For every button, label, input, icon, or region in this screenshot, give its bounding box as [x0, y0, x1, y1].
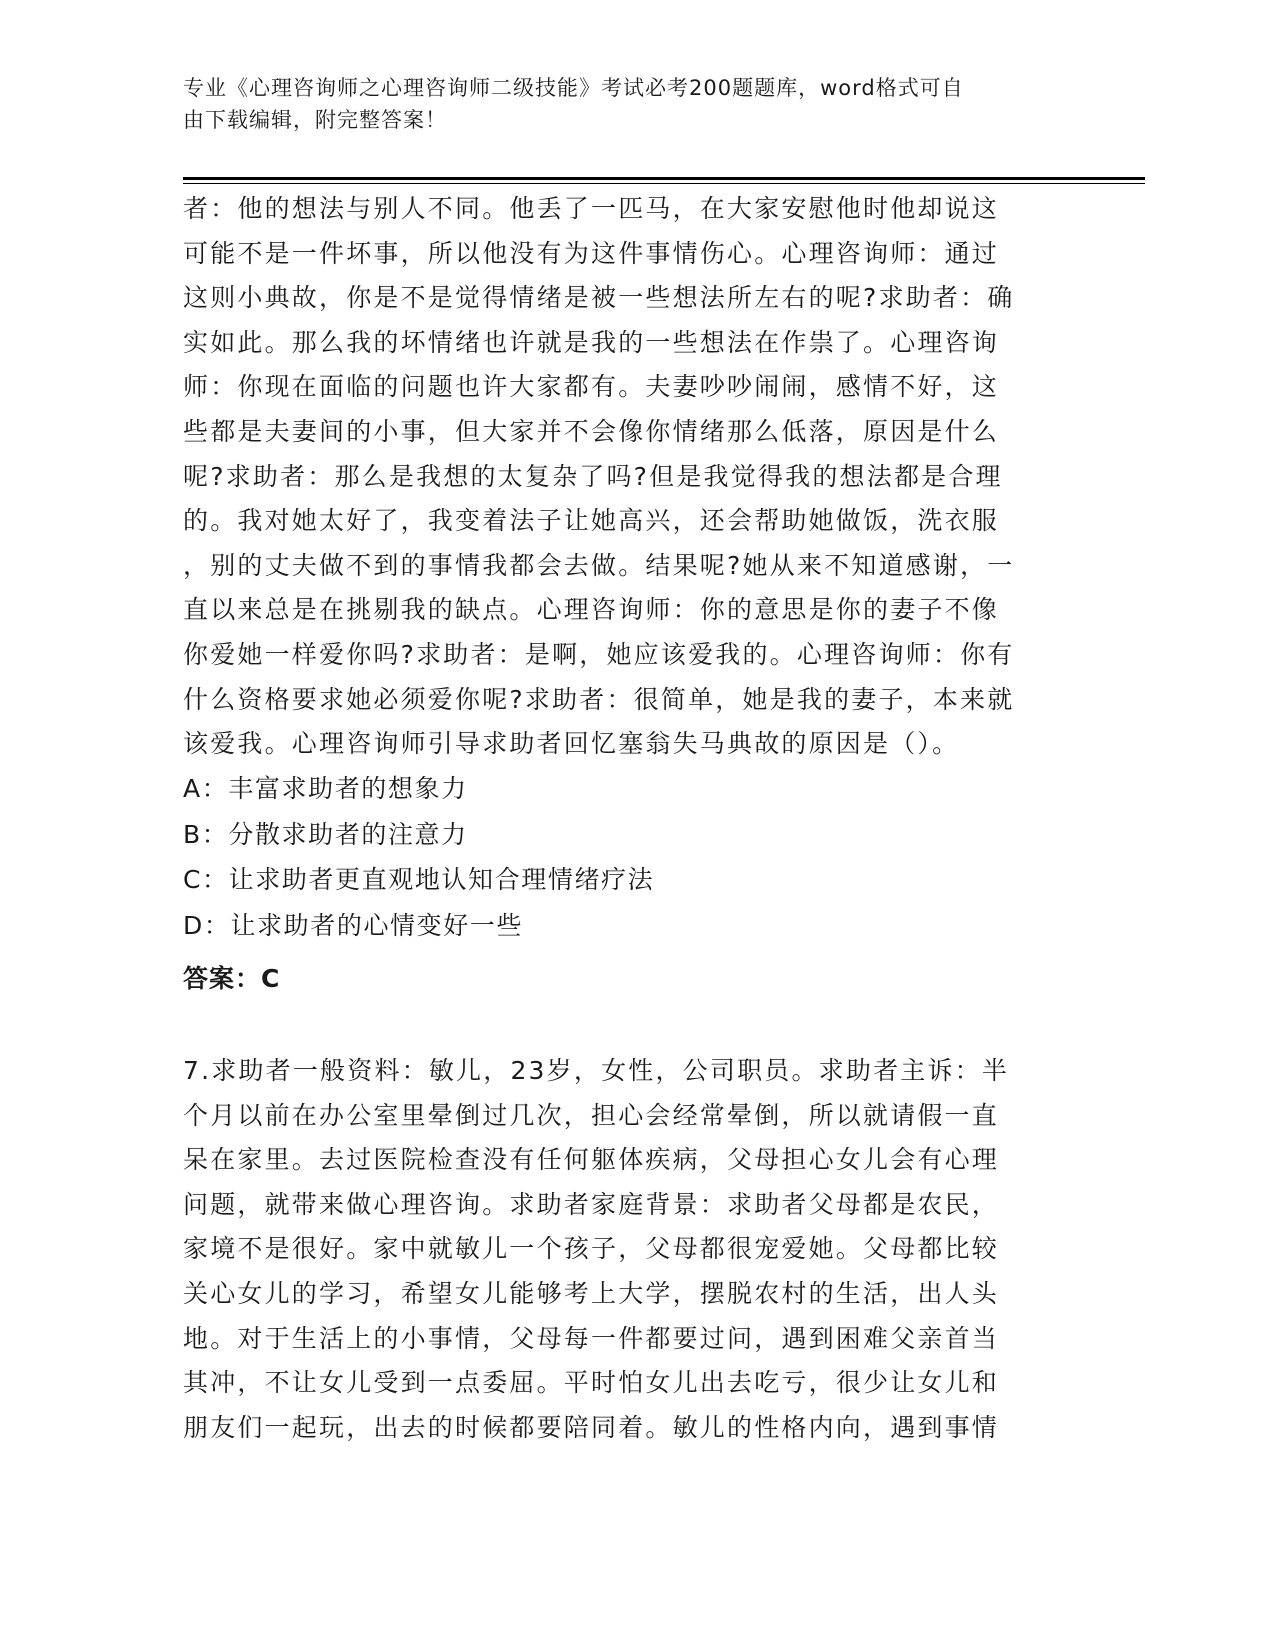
option-d: D：让求助者的心情变好一些: [183, 910, 524, 940]
text-line: 师：你现在面临的问题也许大家都有。夫妻吵吵闹闹，感情不好，这: [183, 372, 1000, 402]
option-b: B：分散求助者的注意力: [183, 819, 468, 849]
text-line: 可能不是一件坏事，所以他没有为这件事情伤心。心理咨询师：通过: [183, 238, 1000, 268]
question-7-stem: [183, 1049, 1063, 1450]
text-line: 实如此。那么我的坏情绪也许就是我的一些想法在作祟了。心理咨询: [183, 327, 1000, 357]
text-line: 什么资格要求她必须爱你呢?求助者：很简单，她是我的妻子，本来就: [183, 684, 1015, 714]
header-divider-thick: [183, 177, 1145, 180]
text-line: 其冲，不让女儿受到一点委屈。平时怕女儿出去吃亏，很少让女儿和: [183, 1368, 1000, 1398]
text-line: 7.求助者一般资料：敏儿，23岁，女性，公司职员。求助者主诉：半: [183, 1056, 1010, 1085]
question-6-answer: 答案：C: [183, 964, 281, 993]
header-title-line-1: 专业《心理咨询师之心理咨询师二级技能》考试必考200题题库，word格式可自: [183, 76, 964, 100]
question-6-options: [183, 766, 1063, 948]
text-line: ，别的丈夫做不到的事情我都会去做。结果呢?她从来不知道感谢，一: [183, 550, 1015, 580]
header-title-line-2: 由下载编辑，附完整答案！: [183, 108, 447, 132]
text-line: 朋友们一起玩，出去的时候都要陪同着。敏儿的性格内向，遇到事情: [183, 1412, 1000, 1442]
text-line: 该爱我。心理咨询师引导求助者回忆塞翁失马典故的原因是（）。: [183, 729, 960, 759]
text-line: 直以来总是在挑剔我的缺点。心理咨询师：你的意思是你的妻子不像: [183, 595, 1000, 625]
option-a: A：丰富求助者的想象力: [183, 774, 468, 803]
header-divider-thin: [183, 183, 1145, 184]
text-line: 的。我对她太好了，我变着法子让她高兴，还会帮助她做饭，洗衣服: [183, 506, 1000, 536]
text-line: 地。对于生活上的小事情，父母每一件都要过问，遇到困难父亲首当: [183, 1323, 1000, 1353]
text-line: 你爱她一样爱你吗?求助者：是啊，她应该爱我的。心理咨询师：你有: [183, 639, 1015, 669]
text-line: 呢?求助者：那么是我想的太复杂了吗?但是我觉得我的想法都是合理: [183, 461, 1003, 491]
text-line: 些都是夫妻间的小事，但大家并不会像你情绪那么低落，原因是什么: [183, 416, 1000, 446]
option-c: C：让求助者更直观地认知合理情绪疗法: [183, 865, 655, 894]
text-line: 问题，就带来做心理咨询。求助者家庭背景：求助者父母都是农民，: [183, 1189, 1000, 1219]
text-line: 关心女儿的学习，希望女儿能够考上大学，摆脱农村的生活，出人头: [183, 1278, 1000, 1308]
text-line: 个月以前在办公室里晕倒过几次，担心会经常晕倒，所以就请假一直: [183, 1100, 1000, 1130]
text-line: 者：他的想法与别人不同。他丢了一匹马，在大家安慰他时他却说这: [183, 194, 1000, 223]
text-line: 呆在家里。去过医院检查没有任何躯体疾病，父母担心女儿会有心理: [183, 1145, 1000, 1175]
text-line: 家境不是很好。家中就敏儿一个孩子，父母都很宠爱她。父母都比较: [183, 1234, 1000, 1264]
question-6-stem: [183, 187, 1063, 767]
page-header: [183, 72, 1083, 136]
text-line: 这则小典故，你是不是觉得情绪是被一些想法所左右的呢?求助者：确: [183, 283, 1015, 313]
